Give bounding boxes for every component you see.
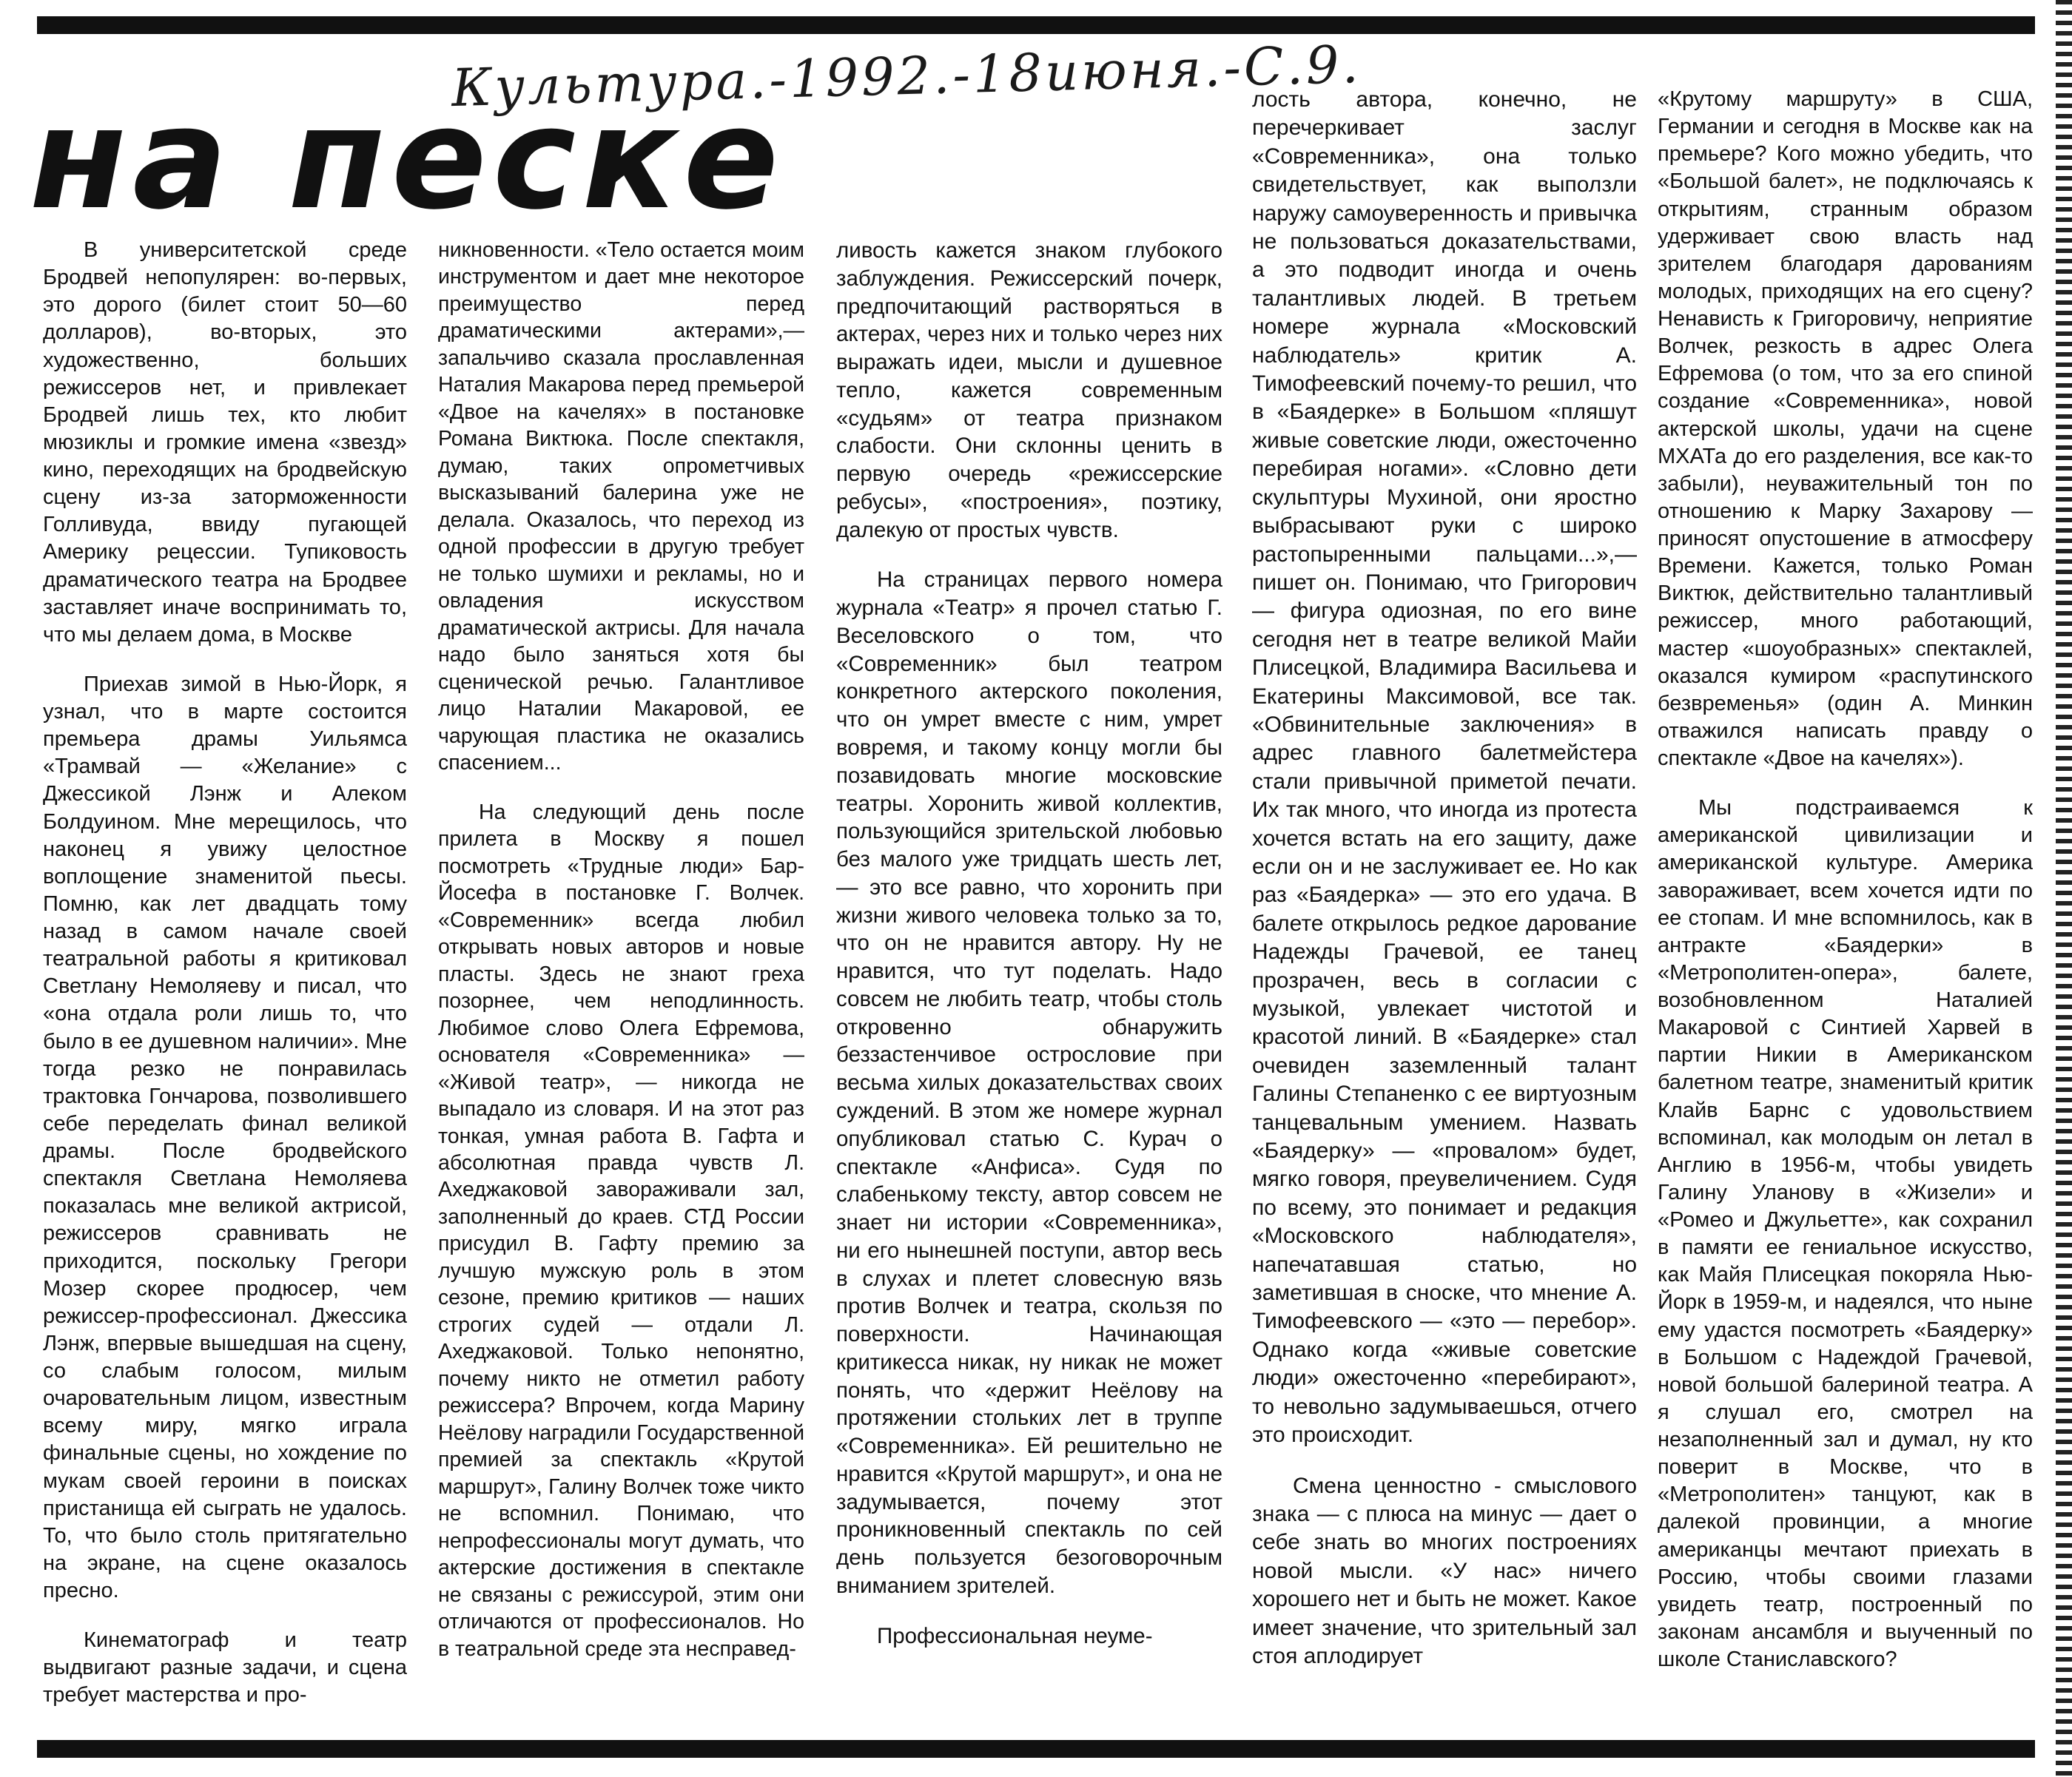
column-3	[836, 237, 1222, 1650]
paragraph: Кинематограф и театр выдвигают разные задачи, и сцена требует мастерства и про-	[43, 1628, 407, 1707]
bottom-rule	[37, 1740, 2035, 1758]
paragraph: Смена ценностно - смыслового знака — с плюса на минус — дает о себе знать во многих построениях новой мысли. «У нас» ничего хорошего нет и быть не может. Какое имеет значение, что зрительный зал стоя аплодирует	[1252, 1473, 1637, 1668]
paragraph: ливость кажется знаком глубокого заблуждения. Режиссерский почерк, предпочитающий растворяться в актерах, через них и только через них выражать идеи, мысли и душевное тепло, кажется современным «судьям» от театра признаком слабости. Они склонны ценить в первую очередь «режиссерские ребусы», «построения», поэтику, далекую от простых чувств.	[836, 238, 1222, 542]
paragraph: «Крутому маршруту» в США, Германии и сегодня в Москве как на премьере? Кого можно убедить, что «Большой балет», не подключаясь к открытиям, странным образом удерживает свою власть над зрителем благодаря дарованиям молодых, приходящих на его сцену? Ненависть к Григоровичу, неприятие Волчек, резкость в адрес Олега Ефремова (о том, что за его спиной создание «Современника», новой актерской школы, удачи на сцене МХАТа до его разделения, все как-то забыли), неуважительный тон по отношению к Марку Захарову — приносят опустошение в атмосферу Времени. Кажется, только Роман Виктюк, действительно талантливый режиссер, много работающий, мастер «шоуобразных» спектаклей, оказался кумиром «распутинского безвременья» (один А. Минкин отважился написать правду о спектакле «Двое на качелях»).	[1658, 87, 2033, 770]
paragraph: Приехав зимой в Нью-Йорк, я узнал, что в марте состоится премьера драмы Уильямса «Трамвай — «Желание» с Джессикой Лэнж и Алеком Болдуином. Мне мерещилось, что наконец я увижу целостное воплощение знаменитой пьесы. Помню, как лет двадцать тому назад в самом начале своей театральной работы я критиковал Светлану Немоляеву и писал, что «она отдала роли лишь то, что было в ее душевном наличии». Мне тогда резко не понравилась трактовка Гончарова, позволившего себе переделать финал великой драмы. После бродвейского спектакля Светлана Немоляева показалась мне великой актрисой, режиссеров сравнивать не приходится, поскольку Грегори Мозер скорее продюсер, чем режиссер-профессионал. Джессика Лэнж, впервые вышедшая на сцену, со слабым голосом, милым очаровательным лицом, известным всему миру, мягко играла финальные сцены, но хождение по мукам своей героини в поисках пристанища ей сыграть не удалось. То, что было столь притягательно на экране, на сцене оказалось пресно.	[43, 672, 407, 1602]
top-rule	[37, 16, 2035, 34]
column-4	[1252, 86, 1637, 1670]
page-edge	[2056, 0, 2072, 1777]
column-2	[438, 237, 804, 1662]
paragraph: Профессиональная неуме-	[877, 1623, 1153, 1648]
paragraph: В университетской среде Бродвей непопулярен: во-первых, это дорого (билет стоит 50—60 долларов), во-вторых, это художественно, больших режиссеров нет, и привлекает Бродвей лишь тех, кто любит мюзиклы и громкие имена «звезд» кино, переходящих на бродвейскую сцену из-за заторможенности Голливуда, ввиду пугающей Америку рецессии. Тупиковость драматического театра на Бродвее заставляет иначе воспринимать то, что мы делаем дома, в Москве	[43, 238, 407, 647]
paragraph: Мы подстраиваемся к американской цивилизации и американской культуре. Америка завораживает, всем хочется идти по ее стопам. И мне вспомнилось, как в антракте «Баядерки» в «Метрополитен-опера», балете, возобновленном Наталией Макаровой с Синтией Харвей в партии Никии в Американском балетном театре, знаменитый критик Клайв Барнс с удовольствием вспоминал, как молодым он летал в Англию в 1956-м, чтобы увидеть Галину Уланову в «Жизели» и «Ромео и Джульетте», как сохранил в памяти ее гениальное искусство, как Майя Плисецкая покоряла Нью-Йорк в 1959-м, и надеялся, что ныне ему удастся посмотреть «Баядерку» в Большом с Надеждой Грачевой, новой большой балериной театра. А я слушал его, смотрел на незаполненный зал и думал, ну кто поверит в Москве, что в «Метрополитен» танцуют, как в далекой провинции, а многие американцы мечтают приехать в Россию, чтобы своими глазами увидеть театр, построенный по законам ансамбля и выученный по школе Станиславского?	[1658, 796, 2033, 1671]
paragraph: лость автора, конечно, не перечеркивает заслуг «Современника», она только свидетельствует, как выползли наружу самоуверенность и привычка не пользоваться доказательствами, а это подводит иногда и очень талантливых людей. В третьем номере журнала «Московский наблюдатель» критик А. Тимофеевский почему-то решил, что в «Баядерке» в Большом «пляшут живые советские люди, ожесточенно перебирая ногами». «Словно дети скульптуры Мухиной, они яростно выбрасывают руки с широко растопыренными пальцами...»,— пишет он. Понимаю, что Григорович — фигура одиозная, по его вине сегодня нет в театре великой Майи Плисецкой, Владимира Васильева и Екатерины Максимовой, все так. «Обвинительные заключения» в адрес главного балетмейстера стали привычной приметой печати. Их так много, что иногда из протеста хочется встать на его защиту, даже если он и не заслуживает ее. Но как раз «Баядерка» — это его удача. В балете открылось редкое дарование Надежды Грачевой, ее танец прозрачен, весь в согласии с музыкой, увлекает чистотой и красотой линий. В «Баядерке» стал очевиден заземленный талант Галины Степаненко с ее виртуозным танцевальным умением. Назвать «Баядерку» — «провалом» будет, мягко говоря, преувеличением. Судя по всему, это понимает и редакция «Московского наблюдателя», напечатавшая статью, но заметившая в сноске, что мнение А. Тимофеевского — «это — перебор». Однако когда «живые советские люди» ожесточенно «перебирают», то невольно задумываешься, отчего это происходит.	[1252, 87, 1637, 1448]
column-5	[1658, 86, 2033, 1673]
paragraph: На следующий день после прилета в Москву я пошел посмотреть «Трудные люди» Бар-Йосефа в постановке Г. Волчек. «Современник» всегда любил открывать новых авторов и новые пласты. Здесь не знают греха позорнее, чем неподлинность. Любимое слово Олега Ефремова, основателя «Современника» — «Живой театр», — никогда не выпадало из словаря. И на этот раз тонкая, умная работа В. Гафта и абсолютная правда чувств Л. Ахеджаковой завораживали зал, заполненный до краев. СТД России присудил В. Гафту премию за лучшую мужскую роль в этом сезоне, премию критиков — наших строгих судей — отдали Л. Ахеджаковой. Только непонятно, почему никто не отметил работу режиссера? Впрочем, когда Марину Неёлову наградили Государственной премией за спектакль «Крутой маршрут», Галину Волчек тоже чикто не вспомнил. Понимаю, что непрофессионалы могут думать, что актерские достижения в спектакле не связаны с режиссурой, этим они отличаются от профессионалов. Но в театральной среде эта несправед-	[438, 800, 804, 1661]
paragraph: На страницах первого номера журнала «Театр» я прочел статью Г. Веселовского о том, что «Современник» был театром конкретного актерского поколения, что он умрет вместе с ним, умрет вовремя, и такому концу могли бы позавидовать многие московские театры. Хоронить живой коллектив, пользующийся зрительской любовью без малого уже тридцать шесть лет, — это все равно, что хоронить при жизни живого человека только за то, что он не нравится автору. Ну не нравится, что тут поделать. Надо совсем не любить театр, чтобы столь откровенно обнаружить беззастенчивое острословие при весьма хилых доказательствах своих суждений. В этом же номере журнал опубликовал статью С. Курач о спектакле «Анфиса». Судя по слабенькому тексту, автор совсем не знает ни истории «Современника», ни его нынешней поступи, автор весь в слухах и плетет словесную вязь против Волчек и театра, скользя по поверхности. Начинающая критикесса никак, ну никак не может понять, что «держит Неёлову на протяжении стольких лет в труппе «Современника». Ей решительно не нравится «Крутой маршрут», и она не задумывается, почему этот проникновенный спектакль по сей день пользуется безоговорочным вниманием зрителей.	[836, 567, 1222, 1598]
headline: на песке	[30, 77, 785, 240]
paragraph: никновенности. «Тело остается моим инструментом и дает мне некоторое преимущество перед драматическими актерами»,— запальчиво сказала прославленная Наталия Макарова перед премьерой «Двое на качелях» в постановке Романа Виктюка. После спектакля, думаю, таких опрометчивых высказываний балерина уже не делала. Оказалось, что переход из одной профессии в другую требует не только шумихи и рекламы, но и овладения искусством драматической актрисы. Для начала надо было заняться хотя бы сценической речью. Галантливое лицо Наталии Макаровой, ее чарующая пластика не оказались спасением...	[438, 238, 804, 775]
handwritten-annotation: Культура.-1992.-18июня.-С.9.	[451, 33, 1362, 119]
column-1	[43, 237, 407, 1710]
